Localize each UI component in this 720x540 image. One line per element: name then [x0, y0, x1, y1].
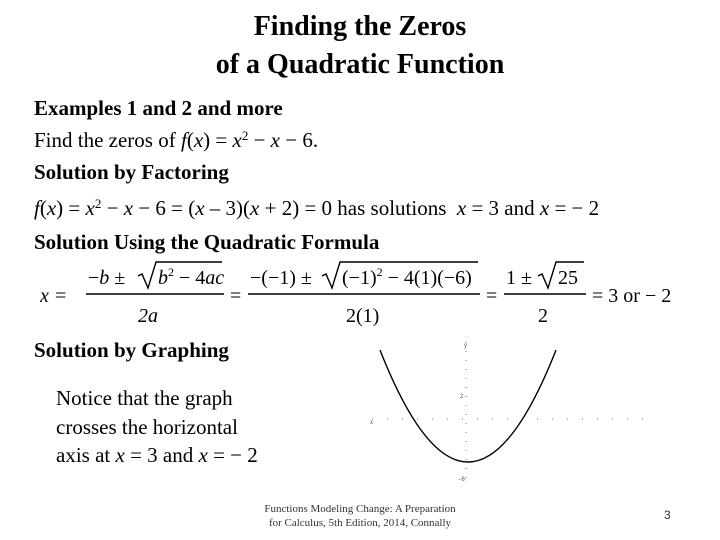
x-axis-label: x: [370, 420, 373, 426]
formula-num2: −(−1) ±: [250, 267, 312, 289]
y-axis-label: y: [464, 343, 467, 349]
graph-notice: [56, 384, 258, 470]
footer-line-2: for Calculus, 5th Edition, 2014, Connally: [268, 517, 452, 529]
quadratic-formula: [40, 258, 690, 330]
notice-line-3: axis at x = 3 and x = − 2: [56, 443, 258, 467]
formula-den1: 2a: [138, 305, 158, 327]
problem-prefix: Find the zeros of: [34, 128, 181, 152]
formula-num1-radicand: $b^2 - 4ac$: [158, 265, 225, 289]
page-number: 3: [664, 508, 671, 522]
problem-x2: x: [232, 128, 242, 152]
problem-x: x: [193, 128, 204, 152]
problem-f: f: [180, 128, 187, 152]
footer-line-1: Functions Modeling Change: A Preparation: [264, 503, 456, 515]
title-line-1: Finding the Zeros: [253, 11, 467, 42]
problem-eq: ) =: [203, 128, 233, 152]
examples-heading: Examples 1 and 2 and more: [34, 96, 283, 120]
problem-minus: −: [248, 128, 271, 152]
problem-statement: Find the zeros of $f(x) = x^2 - x - 6$.: [34, 128, 319, 152]
formula-num3: 1 ±: [506, 267, 532, 289]
factoring-heading: Solution by Factoring: [34, 160, 229, 184]
problem-x3: x: [270, 128, 280, 152]
notice-line-2: crosses the horizontal: [56, 414, 238, 439]
parabola-graph: [360, 338, 650, 488]
parabola-curve: [380, 350, 556, 462]
formula-eq-1: =: [230, 285, 242, 307]
y-tick-neg6: −6: [458, 477, 465, 483]
formula-num3-radicand: 25: [558, 267, 578, 289]
problem-tail: − 6.: [280, 128, 319, 152]
slide-footer: [240, 502, 480, 530]
factoring-expression: $f(x) = x^2 - x - 6 = (x - 3)(x + 2) = 0$ has solutions x = 3 and x = − 2: [34, 196, 600, 220]
formula-eq-2: =: [486, 285, 498, 307]
title-line-2: of a Quadratic Function: [215, 49, 505, 80]
notice-line-1: Notice that the graph: [56, 386, 233, 410]
formula-num1: −b ±: [88, 267, 126, 289]
slide-title: [0, 8, 720, 84]
graphing-heading: Solution by Graphing: [34, 338, 229, 362]
formula-lhs: x =: [40, 285, 68, 307]
formula-num2-radicand: $(-1)^2 - 4(1)(-6)$: [342, 265, 472, 289]
formula-den2: 2(1): [346, 305, 380, 327]
formula-den3: 2: [538, 305, 548, 327]
problem-exponent: 2: [241, 128, 249, 143]
y-tick-2: 2: [460, 394, 464, 400]
formula-result: = 3 or − 2: [592, 285, 672, 307]
quadratic-heading: Solution Using the Quadratic Formula: [34, 230, 380, 254]
